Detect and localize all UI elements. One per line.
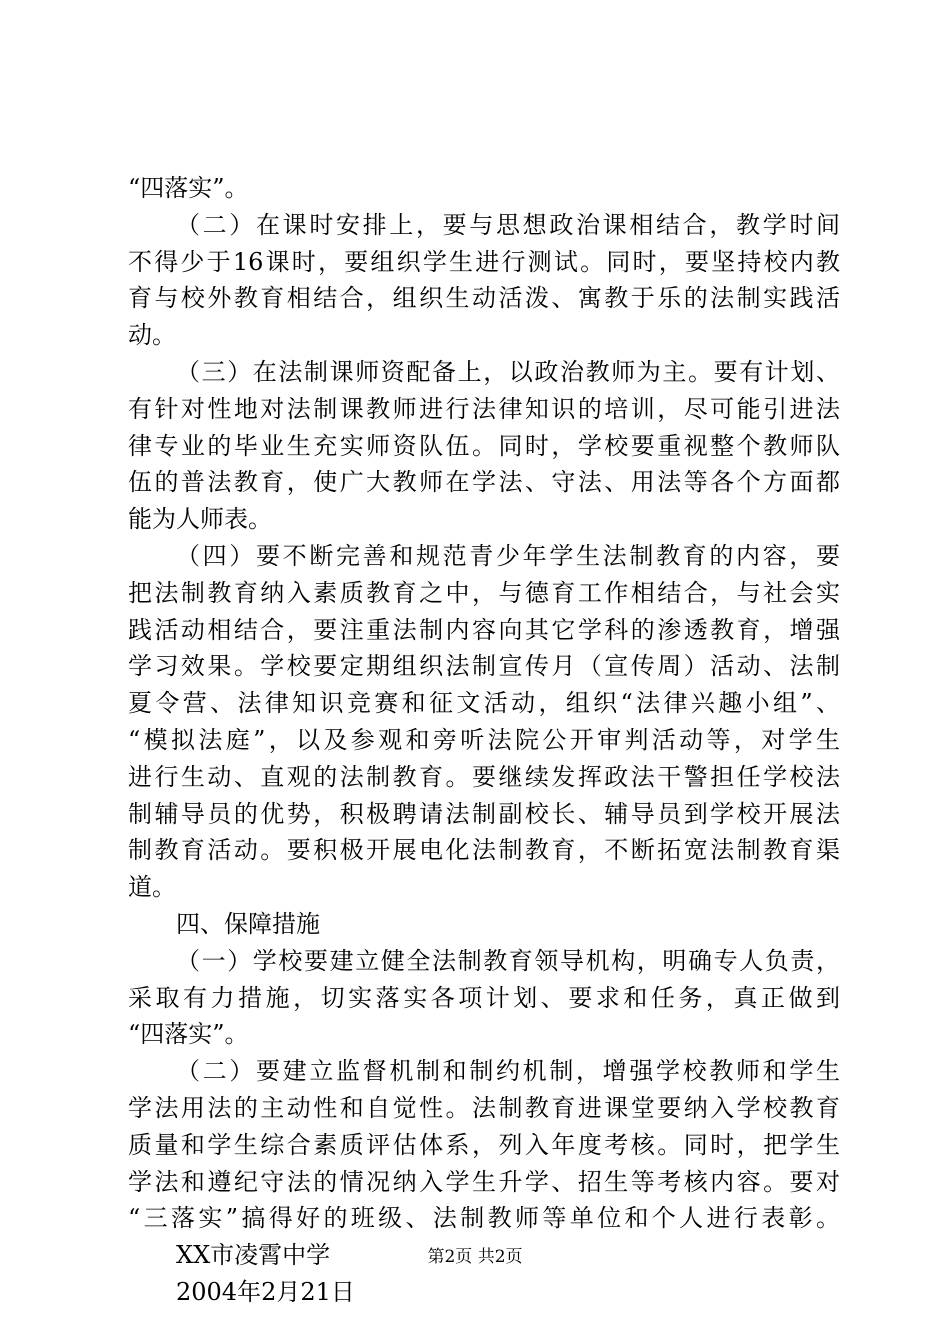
page-number: 第2页 共2页	[427, 1247, 523, 1267]
text-line: 有针对性地对法制课教师进行法律知识的培训，尽可能引进法	[128, 394, 840, 423]
text-line: 四、保障措施	[176, 909, 320, 938]
text-line: “四落实”。	[128, 1020, 249, 1049]
text-line: 动。	[128, 321, 176, 350]
text-line: （四）要不断完善和规范青少年学生法制教育的内容，要	[176, 541, 840, 570]
text-line: 2004年2月21日	[176, 1277, 355, 1306]
text-line: 践活动相结合，要注重法制内容向其它学科的渗透教育，增强	[128, 615, 840, 644]
document-body	[128, 170, 840, 1311]
text-line: 质量和学生综合素质评估体系，列入年度考核。同时，把学生	[128, 1130, 840, 1159]
text-line: 采取有力措施，切实落实各项计划、要求和任务，真正做到	[128, 983, 840, 1012]
text-line: （一）学校要建立健全法制教育领导机构，明确专人负责，	[176, 946, 840, 975]
text-line: 制教育活动。要积极开展电化法制教育，不断拓宽法制教育渠	[128, 836, 840, 865]
text-line: “模拟法庭”，以及参观和旁听法院公开审判活动等，对学生	[128, 725, 840, 754]
text-line: 学习效果。学校要定期组织法制宣传月（宣传周）活动、法制	[128, 652, 840, 681]
text-line: 制辅导员的优势，积极聘请法制副校长、辅导员到学校开展法	[128, 799, 840, 828]
text-line: （二）在课时安排上，要与思想政治课相结合，教学时间	[176, 210, 840, 239]
text-line: XX市凌霄中学	[176, 1241, 331, 1270]
text-line: 学法和遵纪守法的情况纳入学生升学、招生等考核内容。要对	[128, 1167, 840, 1196]
text-line: 律专业的毕业生充实师资队伍。同时，学校要重视整个教师队	[128, 431, 840, 460]
text-line: 能为人师表。	[128, 505, 272, 534]
text-line: （三）在法制课师资配备上，以政治教师为主。要有计划、	[176, 357, 840, 386]
text-line: “三落实”搞得好的班级、法制教师等单位和个人进行表彰。	[128, 1204, 840, 1233]
text-line: 伍的普法教育，使广大教师在学法、守法、用法等各个方面都	[128, 468, 840, 497]
text-line: 夏令营、法律知识竞赛和征文活动，组织“法律兴趣小组”、	[128, 689, 840, 718]
text-line: 进行生动、直观的法制教育。要继续发挥政法干警担任学校法	[128, 762, 840, 791]
page-footer	[0, 1245, 950, 1269]
text-line: 把法制教育纳入素质教育之中，与德育工作相结合，与社会实	[128, 578, 840, 607]
text-line: 育与校外教育相结合，组织生动活泼、寓教于乐的法制实践活	[128, 284, 840, 313]
text-line: 不得少于16课时，要组织学生进行测试。同时，要坚持校内教	[128, 247, 840, 276]
text-line: 道。	[128, 873, 176, 902]
text-line: 学法用法的主动性和自觉性。法制教育进课堂要纳入学校教育	[128, 1093, 840, 1122]
text-line: （二）要建立监督机制和制约机制，增强学校教师和学生	[176, 1057, 840, 1086]
text-line: “四落实”。	[128, 174, 249, 202]
